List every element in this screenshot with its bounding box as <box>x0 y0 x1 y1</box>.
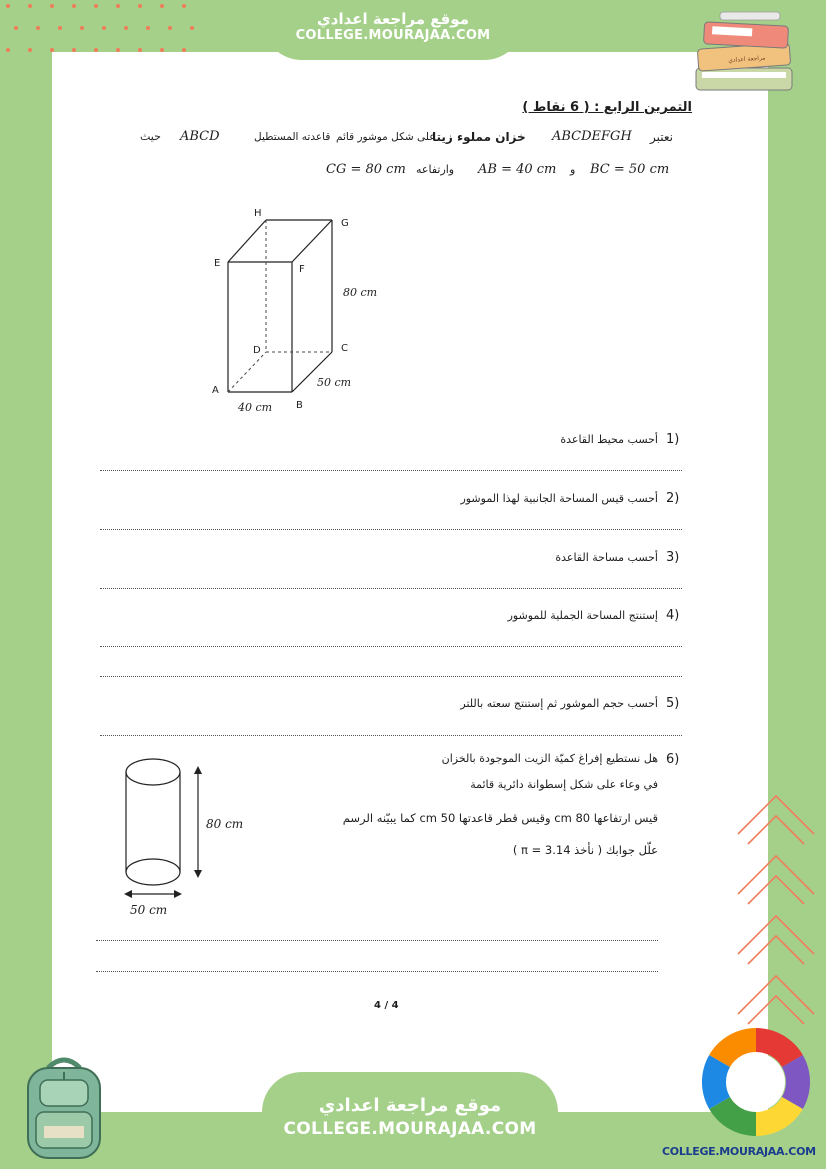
intro-ab: AB = 40 cm <box>478 162 557 177</box>
dot <box>6 4 10 8</box>
backpack-icon <box>14 1054 114 1162</box>
cylinder-top-ellipse <box>126 759 180 785</box>
vertex-label-G: G <box>341 218 349 229</box>
intro-c: قاعدته المستطيل <box>254 131 331 143</box>
intro-g: نعتبر <box>650 130 673 144</box>
question-3-number: 3) <box>666 550 680 565</box>
dot <box>50 4 54 8</box>
answer-line[interactable] <box>100 646 682 647</box>
intro-e: خزان مملوء زيتا <box>432 130 526 144</box>
question-6-line-4: علّل جوابك ( نأخذ π = 3.14 ) <box>512 843 658 857</box>
height-arrow-head-up <box>194 766 202 774</box>
height-arrow-head-down <box>194 870 202 878</box>
question-1-number: 1) <box>666 432 680 447</box>
vertex-label-B: B <box>296 400 303 411</box>
intro-d: على شكل موشور قائم <box>336 131 436 143</box>
prism-hidden-AD <box>228 352 266 392</box>
answer-line[interactable] <box>100 470 682 471</box>
question-3-text: أحسب مساحة القاعدة <box>555 551 658 564</box>
question-2-text: أحسب قيس المساحة الجانبية لهذا الموشور <box>460 492 658 505</box>
intro-and: و <box>570 163 576 176</box>
exercise-title: التمرين الرابع : ( 6 نقاط ) <box>522 100 692 115</box>
prism-figure <box>200 200 390 420</box>
answer-line[interactable] <box>100 529 682 530</box>
dot <box>160 4 164 8</box>
dot <box>116 4 120 8</box>
book-lettering: مراجعة اعدادي <box>727 54 766 65</box>
vertex-label-F: F <box>299 264 305 275</box>
footer-site-arabic: موقع مراجعة اعدادي <box>318 1095 502 1116</box>
dot <box>6 48 10 52</box>
dot <box>58 26 62 30</box>
dot <box>14 26 18 30</box>
answer-line[interactable] <box>100 676 682 677</box>
question-4-text: إستنتج المساحة الجملية للموشور <box>507 609 658 622</box>
dot <box>146 26 150 30</box>
vertex-label-C: C <box>341 343 348 354</box>
footer-site-url[interactable]: COLLEGE.MOURAJAA.COM <box>283 1119 537 1139</box>
diameter-arrow-head-right <box>174 890 182 898</box>
intro-bc: BC = 50 cm <box>590 162 670 177</box>
vertex-label-H: H <box>254 208 262 219</box>
question-6-line-1: هل نستطيع إفراغ كميّة الزيت الموجودة بالخزان <box>441 752 658 765</box>
vertex-label-A: A <box>212 385 219 396</box>
cylinder-bottom-front <box>126 872 180 885</box>
page-number: 4 / 4 <box>374 1000 399 1011</box>
logo-brand-text[interactable]: COLLEGE.MOURAJAA.COM <box>662 1145 816 1158</box>
books-logo-icon <box>690 8 802 100</box>
question-6-line-2: في وعاء على شكل إسطوانة دائرية قائمة <box>470 778 658 791</box>
dot <box>80 26 84 30</box>
intro-a: حيث <box>140 130 161 143</box>
dot <box>182 4 186 8</box>
dot <box>138 4 142 8</box>
question-6-line-3: قيس ارتفاعها 80 cm وقيس قطر قاعدتها 50 cm كما يبيّنه الرسم <box>342 811 658 825</box>
cylinder-diameter-label: 50 cm <box>130 903 168 917</box>
chevron-decoration-icon <box>734 790 818 1030</box>
question-6-number: 6) <box>666 752 680 767</box>
answer-line[interactable] <box>100 735 682 736</box>
question-5-text: أحسب حجم الموشور ثم إستنتج سعته باللتر <box>460 697 658 710</box>
intro-b: ABCD <box>180 129 220 144</box>
question-5-number: 5) <box>666 696 680 711</box>
dot <box>102 26 106 30</box>
question-2-number: 2) <box>666 491 680 506</box>
dot <box>28 48 32 52</box>
dot <box>190 26 194 30</box>
question-4-number: 4) <box>666 608 680 623</box>
footer-banner[interactable] <box>262 1072 558 1169</box>
dot <box>72 4 76 8</box>
header-site-arabic: موقع مراجعة اعدادي <box>317 10 469 28</box>
prism-edge-EH <box>228 220 266 262</box>
prism-width-label: 40 cm <box>238 401 273 414</box>
dot <box>124 26 128 30</box>
vertex-label-D: D <box>253 345 261 356</box>
dot <box>28 4 32 8</box>
dot <box>94 4 98 8</box>
answer-line[interactable] <box>100 588 682 589</box>
intro-f: ABCDEFGH <box>552 129 632 144</box>
header-site-url[interactable]: COLLEGE.MOURAJAA.COM <box>295 28 491 43</box>
cylinder-bottom-back <box>126 859 180 872</box>
answer-line[interactable] <box>96 971 658 972</box>
intro-height: وارتفاعه <box>416 163 455 176</box>
cylinder-height-label: 80 cm <box>206 817 244 831</box>
question-1-text: أحسب محيط القاعدة <box>560 433 658 446</box>
prism-edge-FG <box>292 220 332 262</box>
dot <box>36 26 40 30</box>
prism-height-label: 80 cm <box>343 286 378 299</box>
dot <box>168 26 172 30</box>
vertex-label-E: E <box>214 258 221 269</box>
header-banner[interactable] <box>262 0 524 60</box>
site-logo-icon[interactable] <box>694 1022 818 1142</box>
answer-line[interactable] <box>96 940 658 941</box>
intro-cg: CG = 80 cm <box>326 162 406 177</box>
prism-depth-label: 50 cm <box>317 376 352 389</box>
worksheet-page <box>52 52 768 1112</box>
diameter-arrow-head-left <box>124 890 132 898</box>
